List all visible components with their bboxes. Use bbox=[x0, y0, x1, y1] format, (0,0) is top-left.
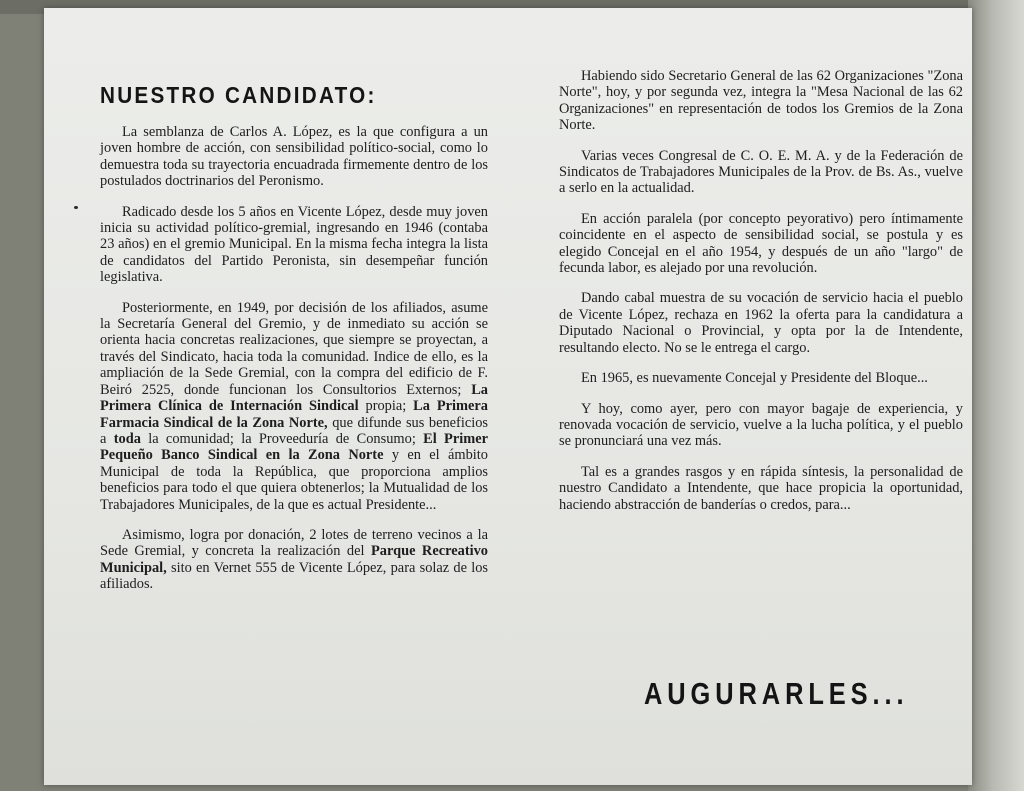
paragraph-radicado: Radicado desde los 5 años en Vicente López, desde muy joven inicia su actividad político-gremial, ingresando en 1946 (contaba 23 años) en el gremio Municipal. En la misma fecha integra la lista de candidatos del Partido Peronista, sin desempeñar función legislativa. bbox=[100, 203, 488, 286]
leaflet-page bbox=[44, 8, 972, 785]
paragraph-semblanza: La semblanza de Carlos A. López, es la que configura a un joven hombre de acción, con sensibilidad político-social, como lo demuestra toda su trayectoria encuadrada firmemente dentro de los postulados doctrinarios del Peronismo. bbox=[100, 124, 488, 190]
bold-segment: Parque Recreativo Municipal, bbox=[100, 543, 488, 576]
left-column bbox=[100, 124, 488, 607]
photo-backdrop-right bbox=[968, 0, 1024, 791]
text-segment: la comunidad; la Proveeduría de Consumo; bbox=[148, 430, 416, 447]
text-segment: sito en Vernet 555 de Vicente López, para solaz de los afiliados. bbox=[100, 559, 488, 593]
paragraph-posteriormente bbox=[100, 300, 488, 513]
print-speck bbox=[74, 206, 78, 209]
text-segment: que difunde sus beneficios a bbox=[100, 414, 489, 447]
page-title: NUESTRO CANDIDATO: bbox=[100, 82, 377, 108]
paragraph-congresal: Varias veces Congresal de C. O. E. M. A. y de la Federación de Sindicatos de Trabajadores Municipales de la Prov. de Bs. As., vuelve a serlo en la actualidad. bbox=[559, 147, 963, 197]
text-segment: y en el ámbito Municipal de toda la República, que proporciona amplios beneficios para todo el que quiera obtenerlos; la Mutualidad de los Trabajadores Municipales, de la que es actual Presidente... bbox=[100, 447, 488, 513]
bold-segment: El Primer Pequeño Banco Sindical en la Zona Norte bbox=[100, 430, 488, 464]
paragraph-vocacion: Dando cabal muestra de su vocación de servicio hacia el pueblo de Vicente López, rechaza en 1962 la oferta para la candidatura a Diputado Nacional o Provincial, y opta por la de Intendente, resultando electo. No se le entrega el cargo. bbox=[559, 290, 963, 356]
text-segment: propia; bbox=[365, 398, 407, 415]
text-segment: Asimismo, logra por donación, 2 lotes de terreno vecinos a la Sede Gremial, y concreta la realización del bbox=[100, 526, 488, 560]
text-segment: Posteriormente, en 1949, por decisión de los afiliados, asume la Secretaría General del Gremio, y de inmediato su acción se orienta hacia concretas realizaciones, que siempre se proyectan, a través del Sindicato, hacia toda la comunidad. Indice de ello, es la ampliación de la Sede Gremial, con la compra del edificio de F. Beiró 2525, donde funcionan los Consultorios Externos; bbox=[100, 299, 488, 398]
paragraph-secretario: Habiendo sido Secretario General de las 62 Organizaciones "Zona Norte", hoy, y por segunda vez, integra la "Mesa Nacional de las 62 Organizaciones" en representación de todos los Gremios de la Zona Norte. bbox=[559, 68, 963, 134]
right-column bbox=[559, 68, 963, 527]
paragraph-sintesis: Tal es a grandes rasgos y en rápida síntesis, la personalidad de nuestro Candidato a Intendente, que hace propicia la oportunidad, haciendo abstracción de banderías o credos, para... bbox=[559, 463, 963, 513]
paragraph-asimismo bbox=[100, 527, 488, 593]
paragraph-accion-paralela: En acción paralela (por concepto peyorativo) pero íntimamente coincidente en el aspecto de sensibilidad social, se postula y es elegido Concejal en el año 1954, y después de un año "largo" de fecunda labor, es alejado por una revolución. bbox=[559, 210, 963, 277]
bold-segment: La Primera Farmacia Sindical de la Zona Norte, bbox=[100, 398, 488, 431]
paragraph-1965: En 1965, es nuevamente Concejal y Presidente del Bloque... bbox=[581, 370, 928, 387]
closing-word: AUGURARLES... bbox=[644, 676, 909, 711]
bold-segment: La Primera Clínica de Internación Sindical bbox=[100, 381, 488, 415]
bold-segment: toda bbox=[113, 430, 141, 447]
paragraph-hoy: Y hoy, como ayer, pero con mayor bagaje de experiencia, y renovada vocación de servicio, vuelve a la lucha política, y el pueblo se pronunciará una vez más. bbox=[559, 400, 963, 450]
